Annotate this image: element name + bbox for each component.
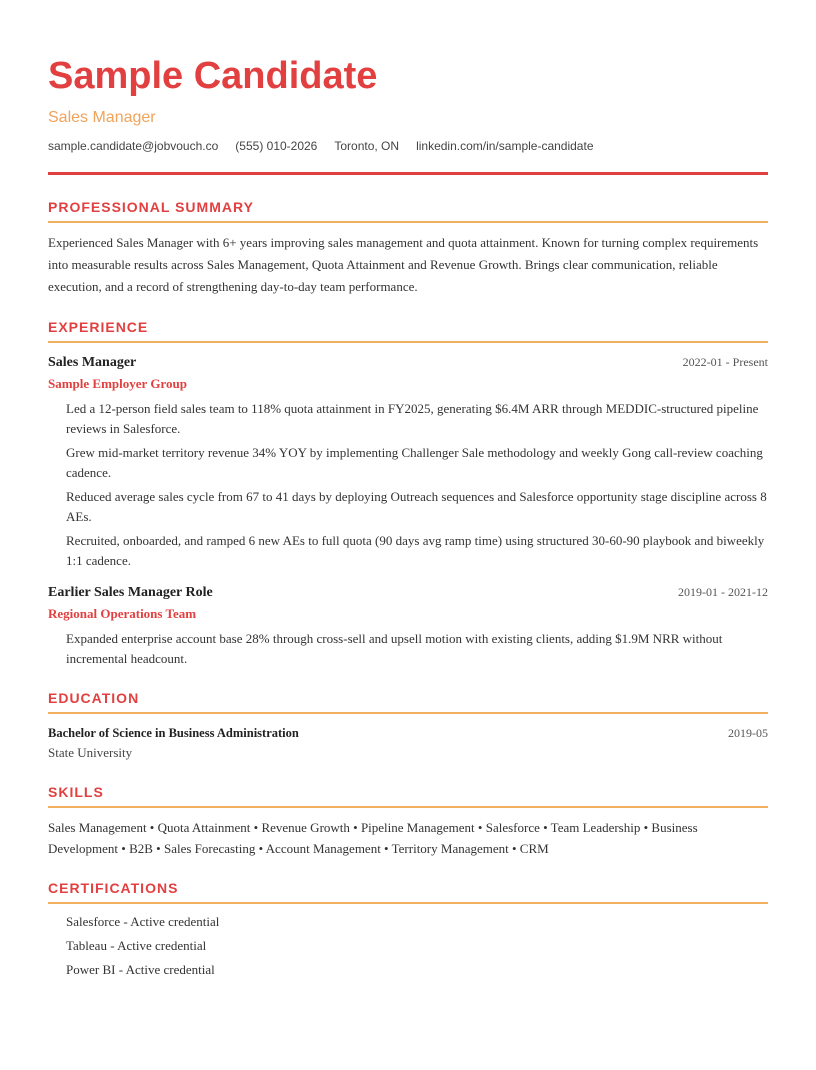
candidate-name: Sample Candidate [48,55,378,97]
header-divider [48,172,768,175]
job-dates: 2022-01 - Present [682,355,768,369]
education-section [48,689,768,761]
education-date: 2019-05 [728,726,768,740]
contact-location: Toronto, ON [334,139,400,153]
certifications-list [48,912,768,980]
section-divider [48,341,768,343]
section-divider [48,221,768,223]
job-employer: Regional Operations Team [48,606,197,621]
section-divider [48,712,768,714]
certifications-section [48,879,768,980]
section-divider [48,902,768,904]
contact-line [48,136,768,156]
job-entry [48,355,768,571]
list-item: Grew mid-market territory revenue 34% YOY by implementing Challenger Sale methodology and weekly Gong call-review coaching cadence. [66,445,763,480]
education-header [48,726,768,741]
list-item: Reduced average sales cycle from 67 to 41 days by deploying Outreach sequences and Salesforce opportunity stage discipline across 8 AEs. [66,489,767,524]
job-header [48,355,768,371]
list-item: Power BI - Active credential [66,962,215,977]
contact-email[interactable]: sample.candidate@jobvouch.co [48,139,219,153]
education-heading: EDUCATION [48,690,140,706]
list-item: Recruited, onboarded, and ramped 6 new AEs to full quota (90 days avg ramp time) using structured 30-60-90 playbook and biweekly 1:1 cadence. [66,533,765,568]
job-header [48,585,768,601]
job-employer: Sample Employer Group [48,376,187,391]
certifications-heading: CERTIFICATIONS [48,880,179,896]
summary-heading: PROFESSIONAL SUMMARY [48,199,254,215]
skills-heading: SKILLS [48,784,104,800]
list-item: Salesforce - Active credential [66,914,220,929]
contact-phone: (555) 010-2026 [235,139,318,153]
job-title: Earlier Sales Manager Role [48,585,213,600]
job-entry [48,585,768,669]
job-bullets [48,399,768,571]
education-degree: Bachelor of Science in Business Administration [48,726,299,740]
list-item: Led a 12-person field sales team to 118% quota attainment in FY2025, generating $6.4M ARR through MEDDIC-structured pipeline reviews in Salesforce. [66,401,759,436]
summary-section [48,198,768,298]
contact-linkedin[interactable]: linkedin.com/in/sample-candidate [416,139,594,153]
list-item: Expanded enterprise account base 28% through cross-sell and upsell motion with existing clients, adding $1.9M NRR without incremental headcount. [66,631,723,666]
job-title: Sales Manager [48,355,137,370]
job-bullets [48,629,768,669]
skills-section [48,783,768,859]
job-dates: 2019-01 - 2021-12 [678,585,768,599]
education-school: State University [48,745,133,760]
list-item: Tableau - Active credential [66,938,207,953]
section-divider [48,806,768,808]
experience-heading: EXPERIENCE [48,319,149,335]
skills-text: Sales Management • Quota Attainment • Revenue Growth • Pipeline Management • Salesforce • Team Leadership • Business Development • B2B • Sales Forecasting • Account Management • Territory Management • CRM [48,820,698,856]
education-entry [48,726,768,761]
experience-section [48,318,768,669]
candidate-role: Sales Manager [48,109,156,126]
summary-text: Experienced Sales Manager with 6+ years improving sales management and quota attainment. Known for turning complex requirements into measurable results across Sales Management, Quota Attainment and Revenue Growth. Brings clear communication, reliable execution, and a record of strengthening day-to-day team performance. [48,235,759,294]
